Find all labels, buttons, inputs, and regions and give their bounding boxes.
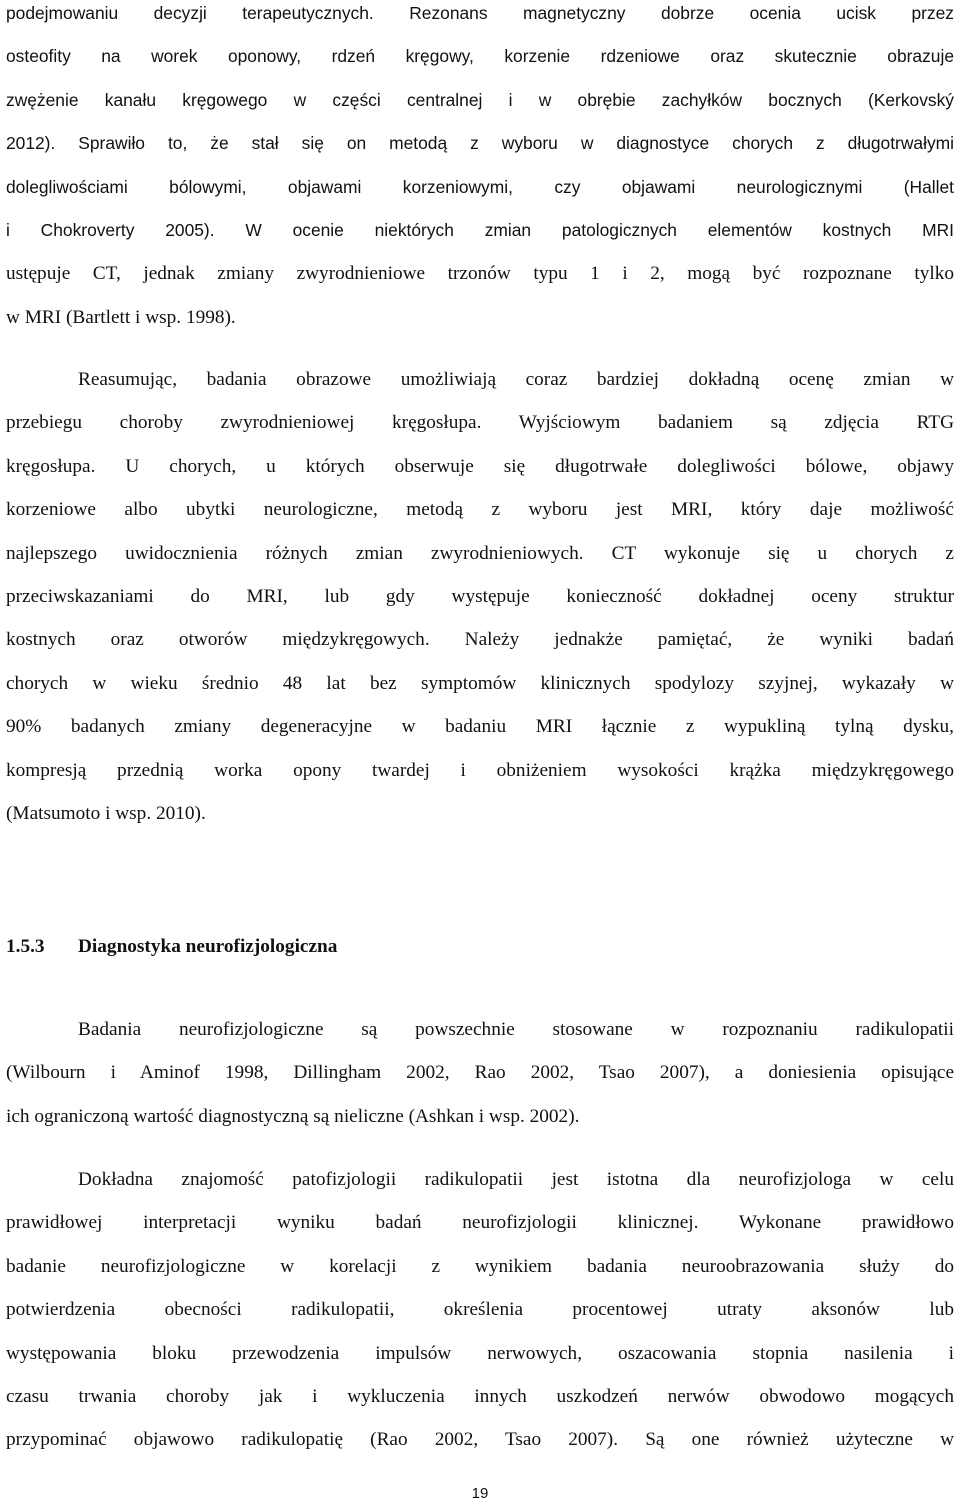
text-line: podejmowaniu decyzji terapeutycznych. Rezonans magnetyczny dobrze ocenia ucisk przez <box>6 3 954 23</box>
text-line: ustępuje CT, jednak zmiany zwyrodnieniowe trzonów typu 1 i 2, mogą być rozpoznane tylko <box>6 263 954 285</box>
text-line: osteofity na worek oponowy, rdzeń kręgowy, korzenie rdzeniowe oraz skutecznie obrazuje <box>6 46 954 67</box>
text-line: ich ograniczoną wartość diagnostyczną są nieliczne (Ashkan i wsp. 2002). <box>6 1105 580 1127</box>
text-line: korzeniowe albo ubytki neurologiczne, metodą z wyboru jest MRI, który daje możliwość <box>6 499 954 521</box>
text-line: przeciwskazaniami do MRI, lub gdy występuje konieczność dokładnej oceny struktur <box>6 585 954 607</box>
text-line: kręgosłupa. U chorych, u których obserwuje się długotrwałe dolegliwości bólowe, objawy <box>6 455 954 477</box>
text-line: prawidłowej interpretacji wyniku badań neurofizjologii klinicznej. Wykonane prawidłowo <box>6 1212 954 1234</box>
text-line: (Matsumoto i wsp. 2010). <box>6 802 206 824</box>
text-line: i Chokroverty 2005). W ocenie niektórych zmian patologicznych elementów kostnych MRI <box>6 219 954 240</box>
section-heading <box>6 925 337 968</box>
text-line: 90% badanych zmiany degeneracyjne w badaniu MRI łącznie z wypukliną tylną dysku, <box>6 716 954 738</box>
text-line: przypominać objawowo radikulopatię (Rao 2002, Tsao 2007). Są one również użyteczne w <box>6 1429 954 1451</box>
page-number: 19 <box>471 1485 489 1502</box>
text-line: czasu trwania choroby jak i wykluczenia innych uszkodzeń nerwów obwodowo mogących <box>6 1385 954 1407</box>
paragraph-summary-imaging <box>6 358 954 835</box>
text-line: w MRI (Bartlett i wsp. 1998). <box>6 306 236 328</box>
text-line: potwierdzenia obecności radikulopatii, określenia procentowej utraty aksonów lub <box>6 1299 954 1321</box>
text-line-content: Dokładna znajomość patofizjologii radikulopatii jest istotna dla neurofizjologa w celu <box>78 1169 954 1190</box>
text-line-content: Reasumując, badania obrazowe umożliwiają coraz bardziej dokładną ocenę zmian w <box>78 369 954 390</box>
text-line: przebiegu choroby zwyrodnieniowej kręgosłupa. Wyjściowym badaniem są zdjęcia RTG <box>6 412 954 434</box>
section-title: Diagnostyka neurofizjologiczna <box>78 936 338 957</box>
text-line: dolegliwościami bólowymi, objawami korzeniowymi, czy objawami neurologicznymi (Hallet <box>6 176 954 197</box>
text-line: kostnych oraz otworów międzykręgowych. Należy jednakże pamiętać, że wyniki badań <box>6 629 954 651</box>
paragraph-neurophysiology-intro <box>6 1008 954 1138</box>
text-line: chorych w wieku średnio 48 lat bez symptomów klinicznych spodylozy szyjnej, wykazały w <box>6 672 954 694</box>
paragraph-pathophysiology <box>6 1158 954 1462</box>
text-line: zwężenie kanału kręgowego w części centralnej i w obrębie zachyłków bocznych (Kerkovský <box>6 89 954 110</box>
text-line: badanie neurofizjologiczne w korelacji z wynikiem badania neuroobrazowania służy do <box>6 1255 954 1277</box>
text-line <box>6 358 954 401</box>
text-line <box>6 1008 954 1051</box>
paragraph-mri-evaluation <box>6 0 954 339</box>
text-line: (Wilbourn i Aminof 1998, Dillingham 2002, Rao 2002, Tsao 2007), a doniesienia opisujące <box>6 1062 954 1084</box>
text-line <box>6 1158 954 1201</box>
text-line-content: Badania neurofizjologiczne są powszechnie stosowane w rozpoznaniu radikulopatii <box>78 1019 954 1040</box>
text-line: występowania bloku przewodzenia impulsów nerwowych, oszacowania stopnia nasilenia i <box>6 1342 954 1364</box>
text-line: kompresją przednią worka opony twardej i obniżeniem wysokości krążka międzykręgowego <box>6 759 954 781</box>
text-line: najlepszego uwidocznienia różnych zmian zwyrodnieniowych. CT wykonuje się u chorych z <box>6 542 954 564</box>
text-line: 2012). Sprawiło to, że stał się on metodą z wyboru w diagnostyce chorych z długotrwałymi <box>6 133 954 154</box>
section-number: 1.5.3 <box>6 936 45 957</box>
